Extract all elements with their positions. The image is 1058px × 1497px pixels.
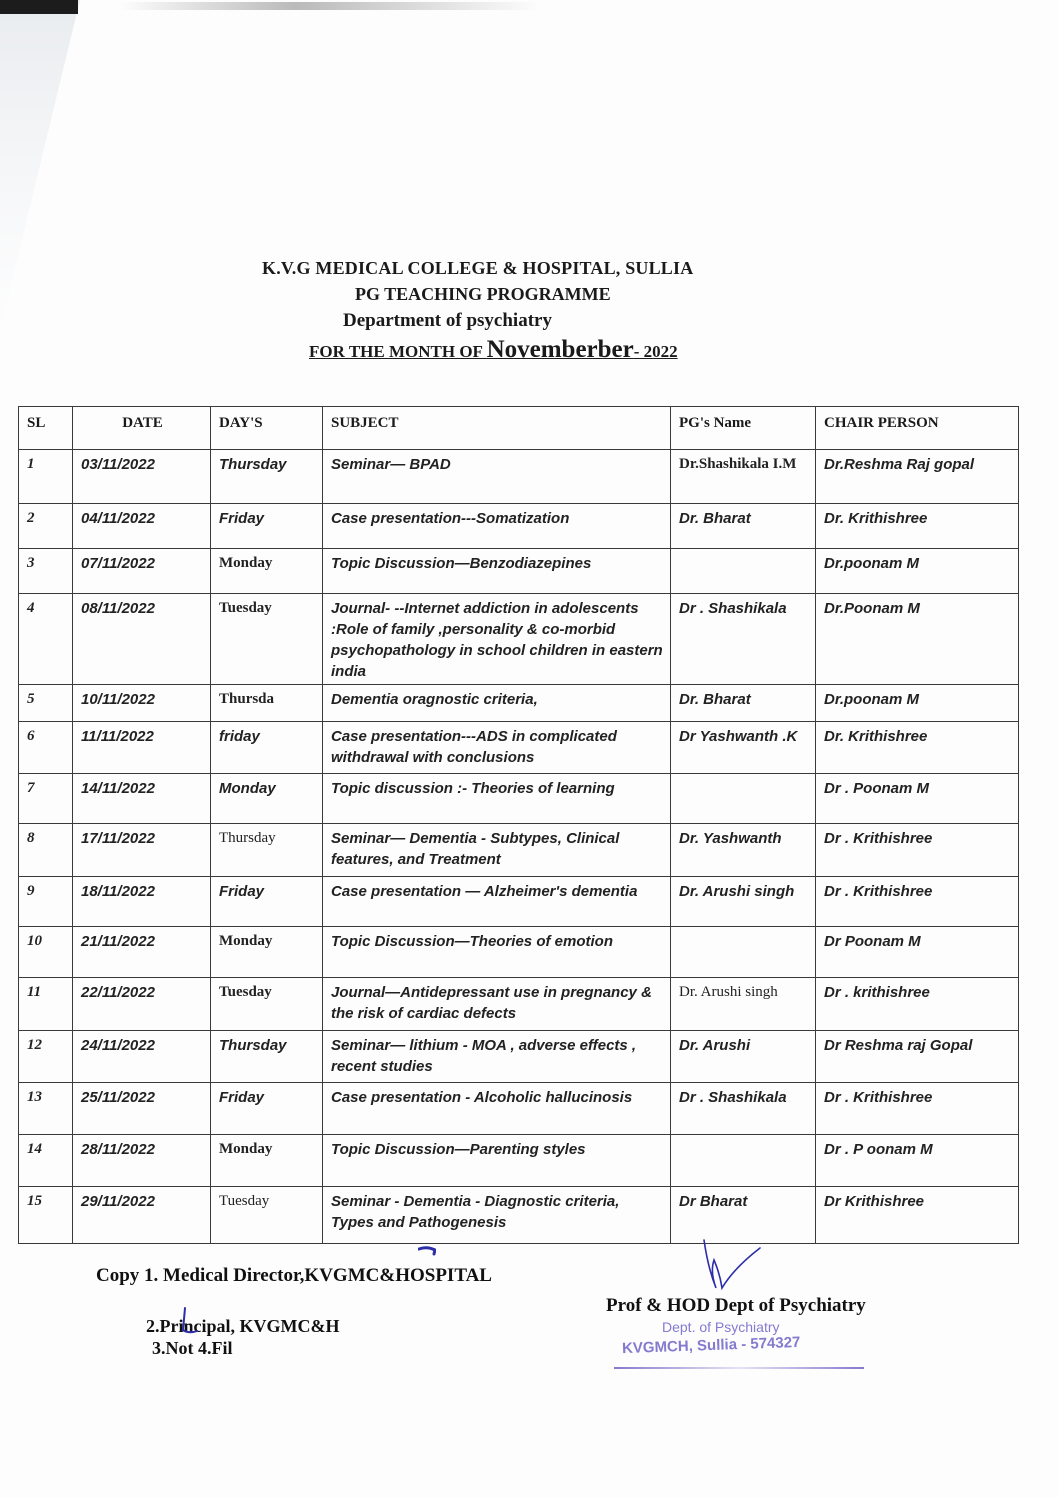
cell-day: Thursday xyxy=(211,450,323,504)
cell-date: 25/11/2022 xyxy=(73,1083,211,1135)
pen-mark-icon xyxy=(418,1246,436,1256)
cell-sl: 1 xyxy=(19,450,73,504)
cell-chair-person: Dr.Poonam M xyxy=(816,594,1019,685)
table-row xyxy=(19,774,1019,824)
department-stamp xyxy=(612,1315,897,1390)
table-header-row xyxy=(19,407,1019,450)
cell-day: Friday xyxy=(211,1083,323,1135)
cell-sl: 6 xyxy=(19,722,73,774)
cell-date: 21/11/2022 xyxy=(73,927,211,978)
cell-date: 17/11/2022 xyxy=(73,824,211,877)
pen-tick-icon xyxy=(177,1306,199,1336)
cell-pg-name xyxy=(671,774,816,824)
month-prefix: FOR THE MONTH OF xyxy=(309,342,487,361)
cell-sl: 15 xyxy=(19,1187,73,1244)
table-row xyxy=(19,927,1019,978)
cell-pg-name: Dr. Arushi singh xyxy=(671,877,816,927)
cell-pg-name: Dr.Shashikala I.M xyxy=(671,450,816,504)
column-header-chair-person: CHAIR PERSON xyxy=(816,407,1019,450)
cell-date: 18/11/2022 xyxy=(73,877,211,927)
cell-day: Thursda xyxy=(211,685,323,722)
stamp-underline xyxy=(614,1367,864,1369)
cell-chair-person: Dr . Poonam M xyxy=(816,774,1019,824)
column-header-pg-name: PG's Name xyxy=(671,407,816,450)
cell-sl: 7 xyxy=(19,774,73,824)
cell-subject: Seminar— BPAD xyxy=(323,450,671,504)
cell-subject: Topic Discussion—Benzodiazepines xyxy=(323,549,671,594)
month-name: Novemberber xyxy=(486,336,634,363)
programme-title: PG TEACHING PROGRAMME xyxy=(355,284,611,304)
copy-to-principal: 2.Principal, KVGMC&H xyxy=(146,1316,340,1336)
table-row xyxy=(19,504,1019,549)
department-name: Department of psychiatry xyxy=(343,310,552,331)
cell-sl: 11 xyxy=(19,978,73,1031)
month-year: - 2022 xyxy=(633,342,678,361)
cell-pg-name xyxy=(671,549,816,594)
table-row xyxy=(19,1083,1019,1135)
cell-date: 11/11/2022 xyxy=(73,722,211,774)
stamp-address: KVGMCH, Sullia - 574327 xyxy=(621,1333,801,1358)
table-row xyxy=(19,1031,1019,1083)
cell-day: Thursday xyxy=(211,1031,323,1083)
table-row xyxy=(19,594,1019,685)
cell-sl: 5 xyxy=(19,685,73,722)
cell-day: Tuesday xyxy=(211,1187,323,1244)
cell-sl: 10 xyxy=(19,927,73,978)
copy-notice-file: 3.Not 4.Fil xyxy=(152,1338,233,1358)
copy-to-medical-director: Copy 1. Medical Director,KVGMC&HOSPITAL xyxy=(96,1265,492,1286)
cell-date: 03/11/2022 xyxy=(73,450,211,504)
cell-subject: Topic discussion :- Theories of learning xyxy=(323,774,671,824)
cell-sl: 9 xyxy=(19,877,73,927)
table-row xyxy=(19,877,1019,927)
cell-chair-person: Dr. Krithishree xyxy=(816,504,1019,549)
cell-chair-person: Dr . Krithishree xyxy=(816,1083,1019,1135)
table-row xyxy=(19,1187,1019,1244)
cell-pg-name: Dr Yashwanth .K xyxy=(671,722,816,774)
cell-date: 10/11/2022 xyxy=(73,685,211,722)
cell-sl: 14 xyxy=(19,1135,73,1187)
cell-subject: Seminar— Dementia - Subtypes, Clinical features, and Treatment xyxy=(323,824,671,877)
signatory-title: Prof & HOD Dept of Psychiatry xyxy=(606,1295,866,1316)
column-header-date: DATE xyxy=(73,407,211,450)
cell-subject: Case presentation---Somatization xyxy=(323,504,671,549)
cell-subject: Seminar - Dementia - Diagnostic criteria, Types and Pathogenesis xyxy=(323,1187,671,1244)
cell-chair-person: Dr Poonam M xyxy=(816,927,1019,978)
cell-pg-name: Dr . Shashikala xyxy=(671,1083,816,1135)
stamp-department: Dept. of Psychiatry xyxy=(662,1319,780,1335)
cell-chair-person: Dr.poonam M xyxy=(816,685,1019,722)
cell-chair-person: Dr. Krithishree xyxy=(816,722,1019,774)
cell-chair-person: Dr . Krithishree xyxy=(816,877,1019,927)
cell-subject: Case presentation---ADS in complicated withdrawal with conclusions xyxy=(323,722,671,774)
cell-pg-name: Dr. Yashwanth xyxy=(671,824,816,877)
cell-subject: Seminar— lithium - MOA , adverse effects , recent studies xyxy=(323,1031,671,1083)
scan-corner-artifact xyxy=(0,0,78,14)
cell-pg-name: Dr. Bharat xyxy=(671,685,816,722)
cell-sl: 4 xyxy=(19,594,73,685)
scan-edge-shadow xyxy=(0,0,80,330)
cell-sl: 13 xyxy=(19,1083,73,1135)
signature-icon xyxy=(690,1238,770,1298)
cell-subject: Topic Discussion—Parenting styles xyxy=(323,1135,671,1187)
cell-chair-person: Dr.Reshma Raj gopal xyxy=(816,450,1019,504)
cell-date: 04/11/2022 xyxy=(73,504,211,549)
table-row xyxy=(19,685,1019,722)
table-row xyxy=(19,824,1019,877)
cell-subject: Topic Discussion—Theories of emotion xyxy=(323,927,671,978)
cell-chair-person: Dr Reshma raj Gopal xyxy=(816,1031,1019,1083)
table-row xyxy=(19,722,1019,774)
cell-pg-name: Dr . Shashikala xyxy=(671,594,816,685)
cell-chair-person: Dr Krithishree xyxy=(816,1187,1019,1244)
cell-date: 07/11/2022 xyxy=(73,549,211,594)
cell-sl: 8 xyxy=(19,824,73,877)
cell-subject: Journal—Antidepressant use in pregnancy & the risk of cardiac defects xyxy=(323,978,671,1031)
month-heading xyxy=(309,336,678,364)
column-header-sl: SL xyxy=(19,407,73,450)
scan-top-shadow xyxy=(120,2,820,10)
cell-chair-person: Dr . P oonam M xyxy=(816,1135,1019,1187)
cell-pg-name: Dr Bharat xyxy=(671,1187,816,1244)
cell-date: 14/11/2022 xyxy=(73,774,211,824)
cell-sl: 3 xyxy=(19,549,73,594)
cell-subject: Dementia oragnostic criteria, xyxy=(323,685,671,722)
table-row xyxy=(19,549,1019,594)
cell-pg-name: Dr. Arushi singh xyxy=(671,978,816,1031)
cell-pg-name xyxy=(671,1135,816,1187)
cell-pg-name: Dr. Bharat xyxy=(671,504,816,549)
cell-day: Thursday xyxy=(211,824,323,877)
cell-day: Monday xyxy=(211,927,323,978)
cell-day: Monday xyxy=(211,774,323,824)
table-row xyxy=(19,978,1019,1031)
institution-name: K.V.G MEDICAL COLLEGE & HOSPITAL, SULLIA xyxy=(262,258,694,278)
cell-day: Tuesday xyxy=(211,594,323,685)
cell-date: 22/11/2022 xyxy=(73,978,211,1031)
cell-chair-person: Dr . krithishree xyxy=(816,978,1019,1031)
column-header-subject: SUBJECT xyxy=(323,407,671,450)
column-header-day: DAY'S xyxy=(211,407,323,450)
cell-day: Friday xyxy=(211,877,323,927)
cell-subject: Case presentation - Alcoholic hallucinosis xyxy=(323,1083,671,1135)
cell-day: Friday xyxy=(211,504,323,549)
cell-subject: Journal- --Internet addiction in adolescents :Role of family ,personality & co-morbid psychopathology in school children in eastern india xyxy=(323,594,671,685)
cell-date: 24/11/2022 xyxy=(73,1031,211,1083)
cell-day: Monday xyxy=(211,549,323,594)
cell-chair-person: Dr.poonam M xyxy=(816,549,1019,594)
cell-pg-name: Dr. Arushi xyxy=(671,1031,816,1083)
cell-date: 08/11/2022 xyxy=(73,594,211,685)
cell-date: 28/11/2022 xyxy=(73,1135,211,1187)
cell-subject: Case presentation — Alzheimer's dementia xyxy=(323,877,671,927)
cell-day: friday xyxy=(211,722,323,774)
cell-day: Tuesday xyxy=(211,978,323,1031)
cell-date: 29/11/2022 xyxy=(73,1187,211,1244)
table-row xyxy=(19,1135,1019,1187)
cell-pg-name xyxy=(671,927,816,978)
teaching-schedule-table xyxy=(18,406,1019,1244)
cell-day: Monday xyxy=(211,1135,323,1187)
cell-sl: 2 xyxy=(19,504,73,549)
cell-chair-person: Dr . Krithishree xyxy=(816,824,1019,877)
cell-sl: 12 xyxy=(19,1031,73,1083)
table-row xyxy=(19,450,1019,504)
